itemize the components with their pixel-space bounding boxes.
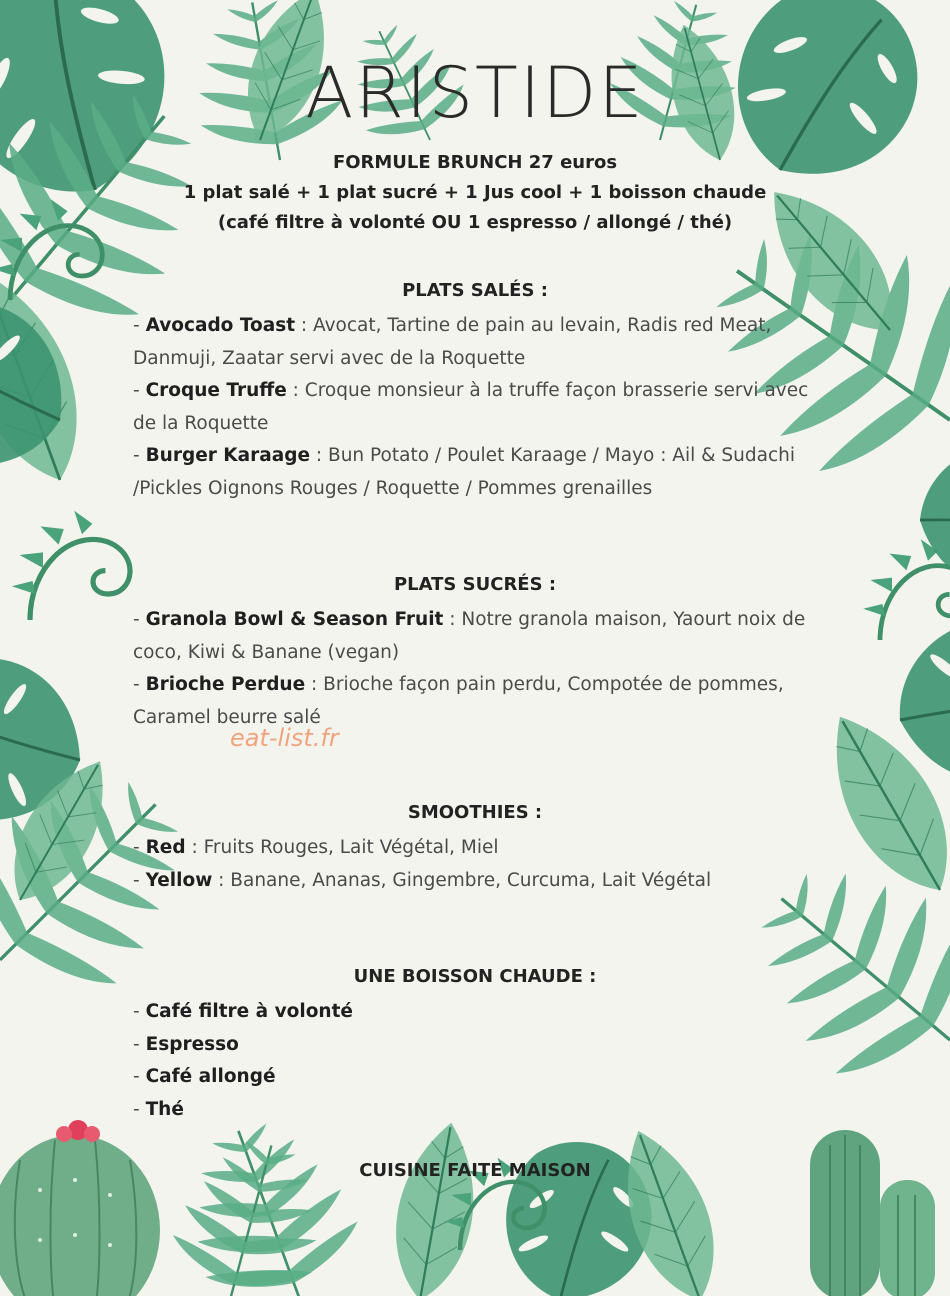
formule-block <box>0 148 950 238</box>
section-title-boisson-chaude: UNE BOISSON CHAUDE : <box>353 966 597 987</box>
formule-composition: 1 plat salé + 1 plat sucré + 1 Jus cool + 1 boisson chaude <box>183 182 767 203</box>
menu-item: - Brioche Perdue : Brioche façon pain perdu, Compotée de pommes, Caramel beurre salé <box>133 674 784 728</box>
menu-item-name: Avocado Toast <box>145 315 296 336</box>
boisson-chaude-list <box>133 996 823 1126</box>
menu-item-name: Granola Bowl & Season Fruit <box>145 609 444 630</box>
menu-item: - Yellow : Banane, Ananas, Gingembre, Curcuma, Lait Végétal <box>133 869 712 891</box>
formule-price: FORMULE BRUNCH 27 euros <box>332 152 618 173</box>
menu-item: - Avocado Toast : Avocat, Tartine de pain au levain, Radis red Meat, Danmuji, Zaatar servi avec de la Roquette <box>133 315 772 369</box>
menu-item: - Croque Truffe : Croque monsieur à la truffe façon brasserie servi avec de la Roquette <box>133 380 809 434</box>
menu-item-name: Brioche Perdue <box>145 674 306 695</box>
restaurant-name: ARISTIDE <box>305 52 645 134</box>
menu-item: - Café allongé <box>133 1066 276 1087</box>
menu-item-name: Café allongé <box>145 1066 276 1087</box>
menu-item-description: : Brioche façon pain perdu, Compotée de pommes, Caramel beurre salé <box>133 674 784 728</box>
section-title-plats-sales: PLATS SALÉS : <box>402 280 548 301</box>
menu-item: - Burger Karaage : Bun Potato / Poulet Karaage / Mayo : Ail & Sudachi /Pickles Oignons Rouges / Roquette / Pommes grenailles <box>133 445 796 499</box>
menu-item-description: : Bun Potato / Poulet Karaage / Mayo : Ail & Sudachi /Pickles Oignons Rouges / Roquette / Pommes grenailles <box>133 445 796 499</box>
menu-item-name: Burger Karaage <box>145 445 311 466</box>
menu-item: - Espresso <box>133 1033 239 1055</box>
footer-tagline: CUISINE FAITE MAISON <box>359 1160 591 1181</box>
menu-item-description: : Notre granola maison, Yaourt noix de coco, Kiwi & Banane (vegan) <box>133 609 806 663</box>
menu-item-description: : Fruits Rouges, Lait Végétal, Miel <box>185 837 499 858</box>
menu-item-description: : Avocat, Tartine de pain au levain, Radis red Meat, Danmuji, Zaatar servi avec de la Roquette <box>133 315 772 369</box>
smoothies-list <box>133 832 823 897</box>
menu-item-name: Croque Truffe <box>145 380 287 401</box>
plats-sales-list <box>133 310 823 505</box>
menu-item-description: : Banane, Ananas, Gingembre, Curcuma, Lait Végétal <box>212 869 712 891</box>
plats-sucres-list <box>133 604 823 734</box>
section-title-plats-sucres: PLATS SUCRÉS : <box>393 574 557 595</box>
menu-item-name: Café filtre à volonté <box>145 1001 353 1022</box>
menu-item-name: Red <box>145 837 186 858</box>
menu-item: - Granola Bowl & Season Fruit : Notre granola maison, Yaourt noix de coco, Kiwi & Banane (vegan) <box>133 609 806 663</box>
section-title-smoothies: SMOOTHIES : <box>407 802 543 823</box>
menu-item-description: : Croque monsieur à la truffe façon brasserie servi avec de la Roquette <box>133 380 809 434</box>
formule-boisson-options: (café filtre à volonté OU 1 espresso / allongé / thé) <box>217 212 733 233</box>
menu-item: - Café filtre à volonté <box>133 1001 353 1022</box>
watermark: eat-list.fr <box>230 724 339 752</box>
menu-item: - Red : Fruits Rouges, Lait Végétal, Miel <box>133 837 499 858</box>
menu-item-name: Thé <box>145 1098 184 1120</box>
menu-item: - Thé <box>133 1098 184 1120</box>
menu-item-name: Espresso <box>145 1033 239 1055</box>
menu-item-name: Yellow <box>145 869 213 891</box>
